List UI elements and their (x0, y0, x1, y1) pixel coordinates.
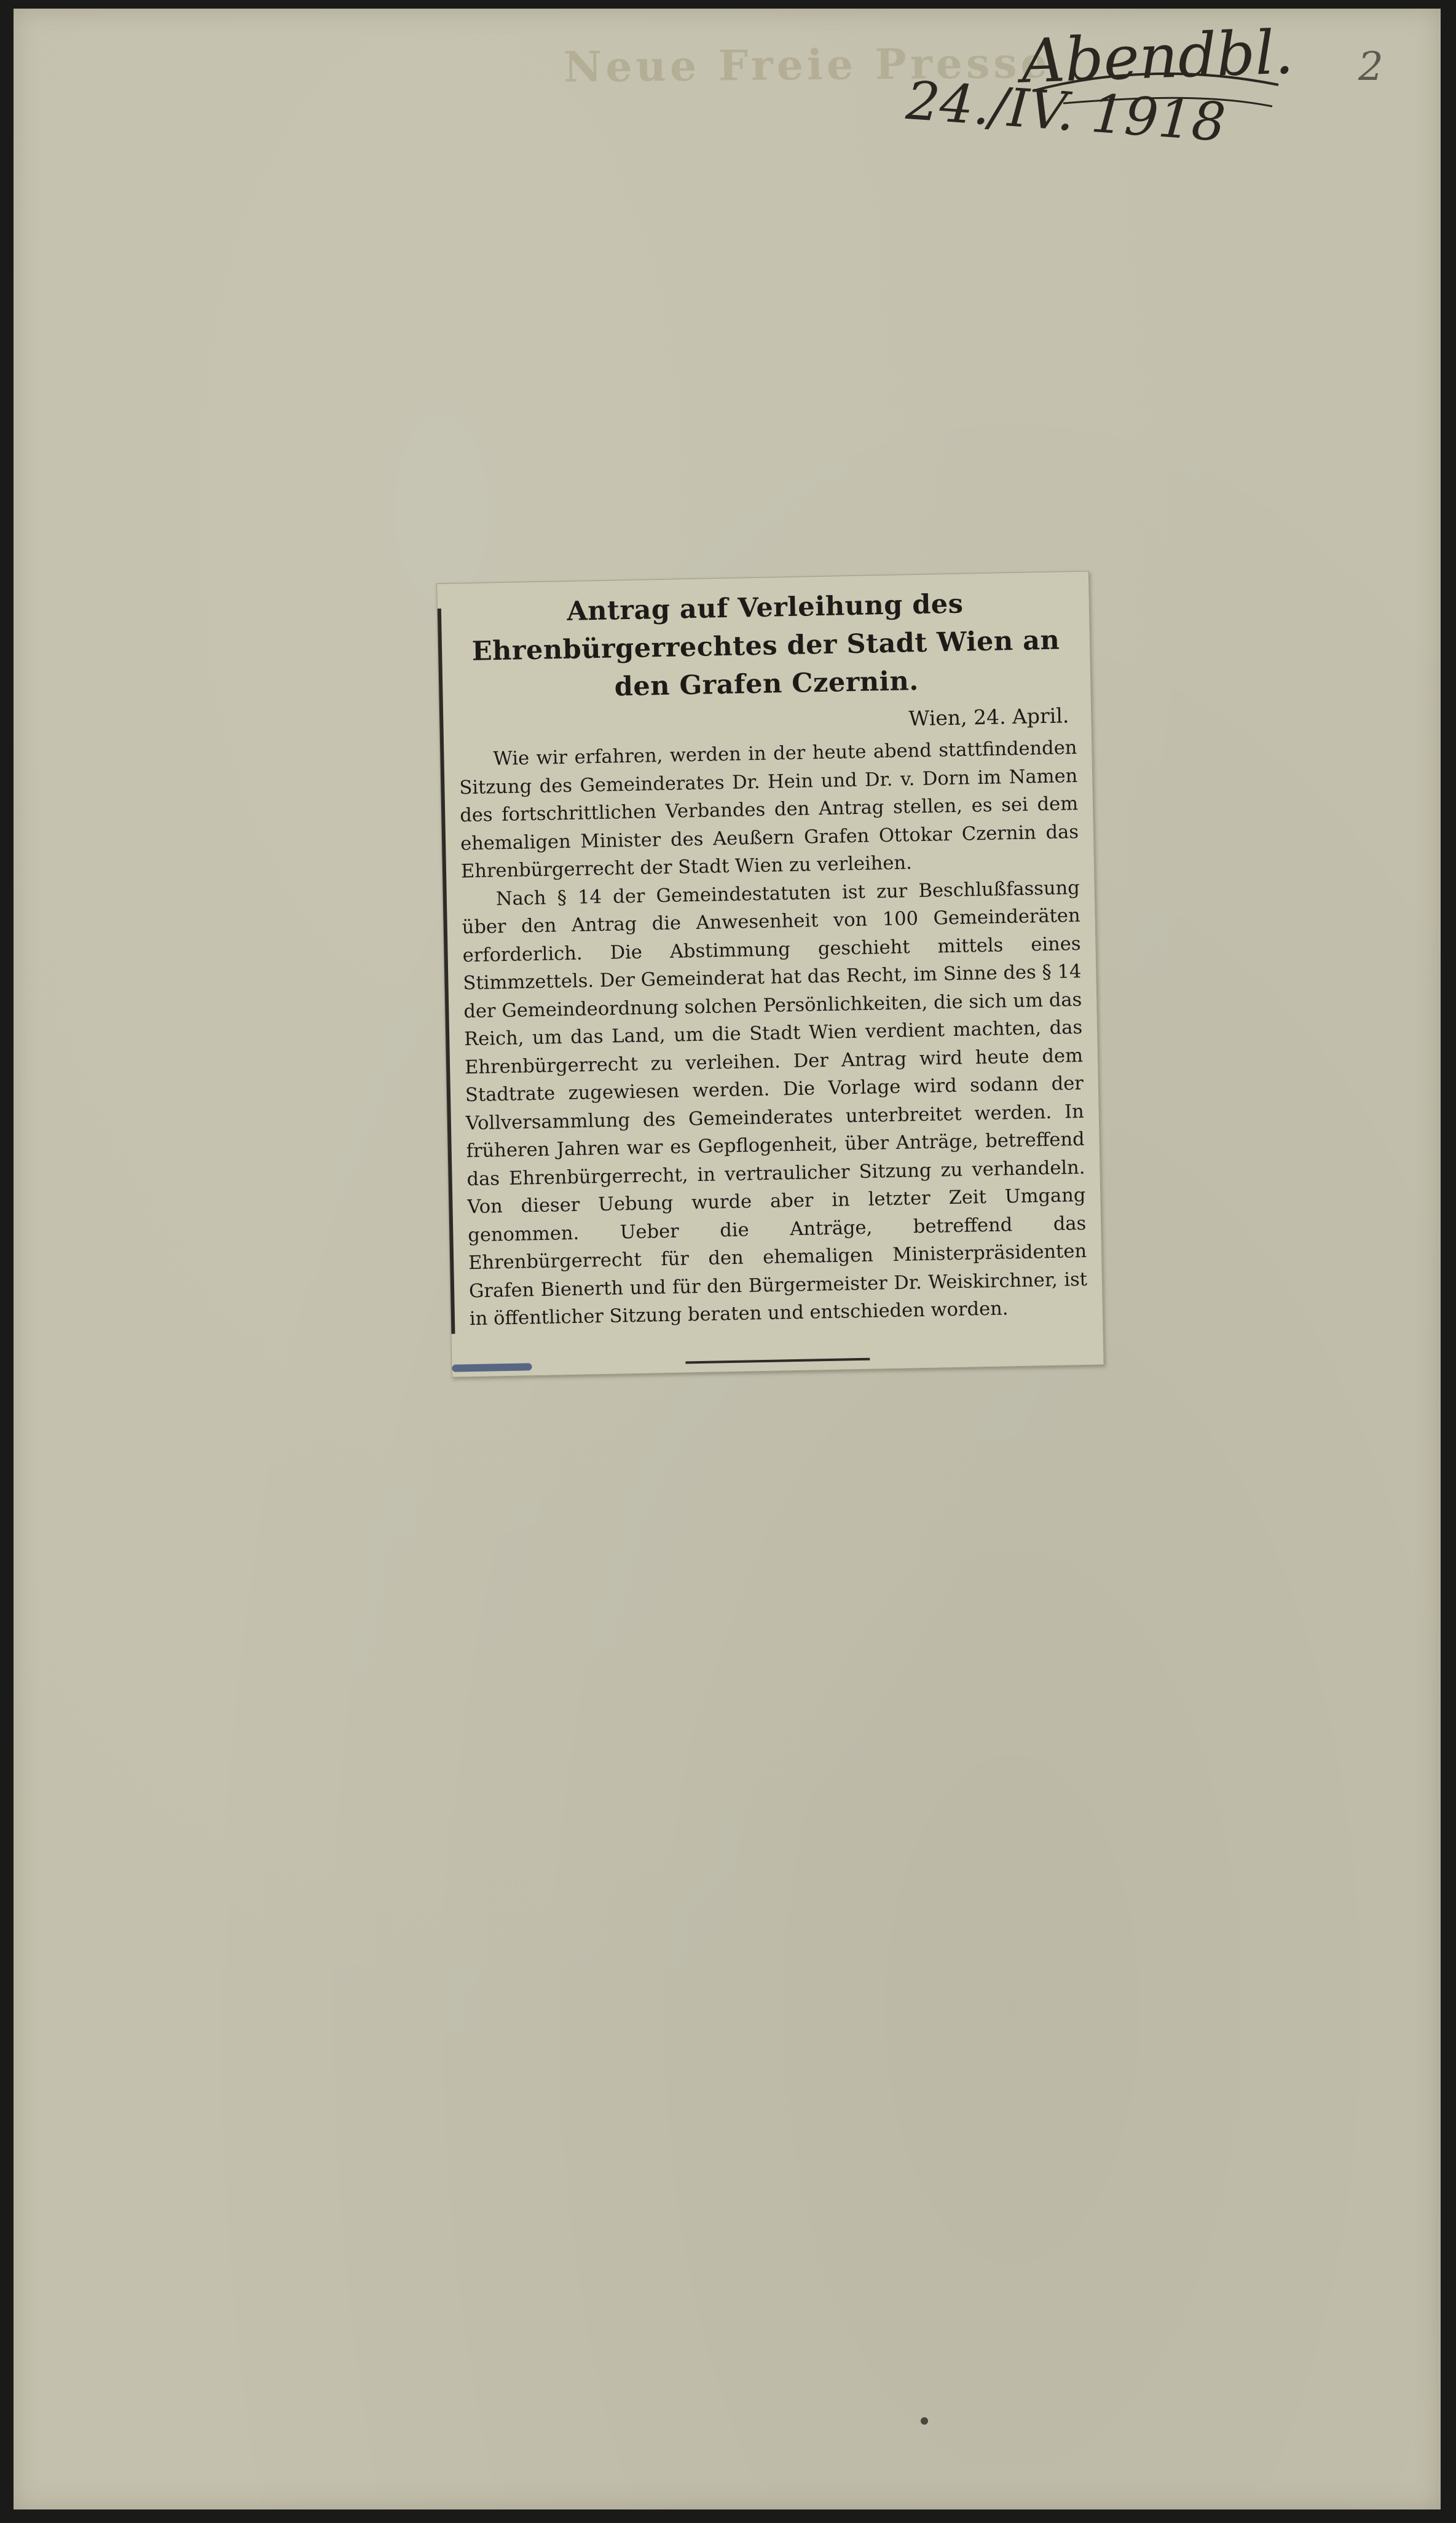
newspaper-clipping (436, 571, 1104, 1378)
article-paragraph: Nach § 14 der Gemeindestatuten ist zur Beschlußfassung über den Antrag die Anwesenheit von 100 Gemeinderäten erforderlich. Die Abstimmung geschieht mittels eines Stimmzettels. Der Gemeinderat hat das Recht, im Sinne des § 14 der Gemeindeordnung solchen Persönlichkeiten, die sich um das Reich, um das Land, um die Stadt Wien verdient machten, das Ehrenbürgerrecht zu verleihen. Der Antrag wird heute dem Stadtrate zugewiesen werden. Die Vorlage wird sodann der Vollversammlung des Gemeinderates unterbreitet werden. In früheren Jahren war es Gepflogenheit, über Anträge, betreffend das Ehrenbürgerrecht, in vertraulicher Sitzung zu verhandeln. Von dieser Uebung wurde aber in letzter Zeit Umgang genommen. Ueber die Anträge, betreffend das Ehrenbürgerrecht für den ehemaligen Ministerpräsidenten Grafen Bienerth und für den Bürgermeister Dr. Weiskirchner, ist in öffentlicher Sitzung beraten und entschieden worden. (462, 877, 1088, 1330)
paper-spot (921, 2417, 928, 2425)
archive-sheet (14, 9, 1441, 2509)
clipping-end-rule (685, 1358, 870, 1364)
handwritten-section-note: Abendbl. (1020, 17, 1295, 97)
handwritten-date: 24./IV. 1918 (904, 69, 1228, 154)
clipping-column-rule (438, 609, 455, 1334)
blue-ink-mark (452, 1363, 532, 1372)
stamp-text: Neue Freie Presse (563, 38, 1052, 92)
article-paragraph: Wie wir erfahren, werden in der heute abend stattfindenden Sitzung des Gemeinderates Dr. Hein und Dr. v. Dorn im Namen des fortschrittlichen Verbandes den Antrag stellen, es sei dem ehemaligen Minister des Aeußern Grafen Ottokar Czernin das Ehrenbürgerrecht der Stadt Wien zu verleihen. (459, 737, 1079, 883)
article-body (458, 734, 1088, 1333)
article-dateline: Wien, 24. April. (908, 703, 1069, 731)
page-number: 2 (1358, 44, 1383, 90)
article-headline: Antrag auf Verleihung des Ehrenbürgerrechtes der Stadt Wien an den Grafen Czernin. (471, 588, 1060, 703)
